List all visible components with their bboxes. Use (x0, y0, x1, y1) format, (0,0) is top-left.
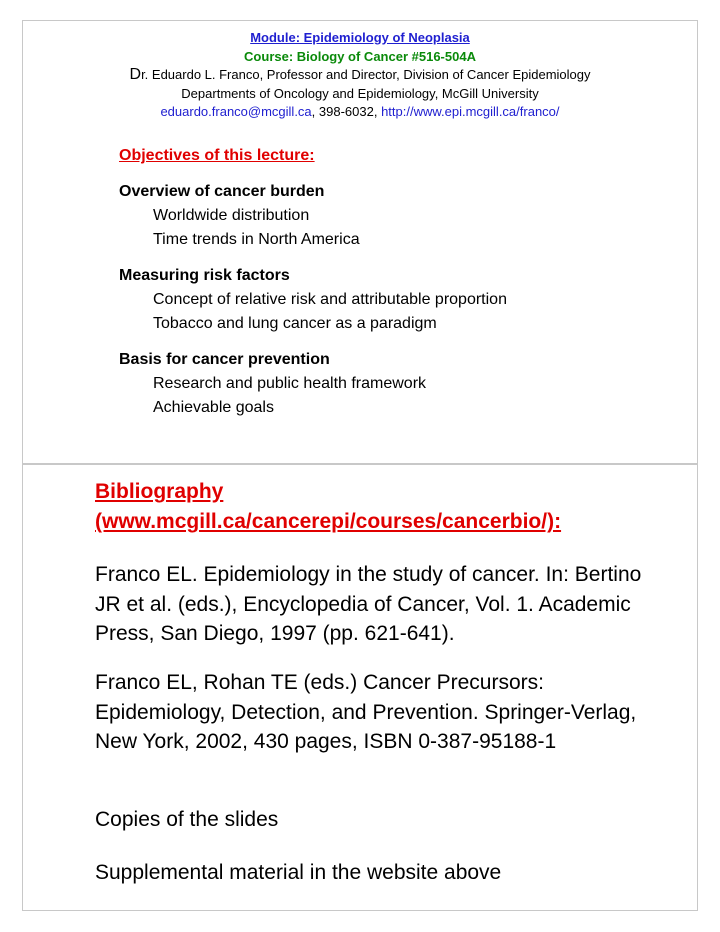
bibliography-title: Bibliography (95, 480, 224, 503)
section-title: Basis for cancer prevention (119, 351, 330, 368)
section-item: Research and public health framework (153, 375, 427, 392)
author-initial: D (129, 66, 142, 83)
reference-2: Franco EL, Rohan TE (eds.) Cancer Precursors: Epidemiology, Detection, and Prevention. Springer-Verlag, New York, 2002, 430 pages, ISBN 0-387-95188-1 (95, 671, 637, 753)
website-link[interactable]: http://www.epi.mcgill.ca/franco/ (381, 104, 560, 119)
section-item: Concept of relative risk and attributable proportion (153, 291, 507, 308)
author-text: r. Eduardo L. Franco, Professor and Director, Division of Cancer Epidemiology (141, 67, 591, 82)
note-slides: Copies of the slides (95, 808, 279, 831)
section-item: Achievable goals (153, 399, 274, 416)
phone-text: , 398-6032, (311, 104, 382, 119)
objectives-title: Objectives of this lecture: (119, 147, 315, 164)
section-title: Overview of cancer burden (119, 183, 325, 200)
note-supplemental: Supplemental material in the website above (95, 861, 502, 884)
section-item: Worldwide distribution (153, 207, 310, 224)
slide-bibliography (22, 464, 698, 911)
departments-line: Departments of Oncology and Epidemiology, McGill University (181, 85, 539, 101)
email-link[interactable]: eduardo.franco@mcgill.ca (160, 104, 312, 119)
author-line (23, 66, 697, 85)
module-title: Module: Epidemiology of Neoplasia (250, 30, 470, 45)
slide-objectives (22, 20, 698, 464)
course-title: Course: Biology of Cancer #516-504A (244, 48, 476, 64)
section-title: Measuring risk factors (119, 267, 290, 284)
section-item: Time trends in North America (153, 231, 360, 248)
contact-line (23, 103, 697, 122)
section-item: Tobacco and lung cancer as a paradigm (153, 315, 437, 332)
bibliography-url[interactable]: (www.mcgill.ca/cancerepi/courses/cancerbio/): (95, 510, 562, 533)
reference-1: Franco EL. Epidemiology in the study of cancer. In: Bertino JR et al. (eds.), Encyclopedia of Cancer, Vol. 1. Academic Press, San Diego, 1997 (pp. 621-641). (95, 563, 642, 645)
